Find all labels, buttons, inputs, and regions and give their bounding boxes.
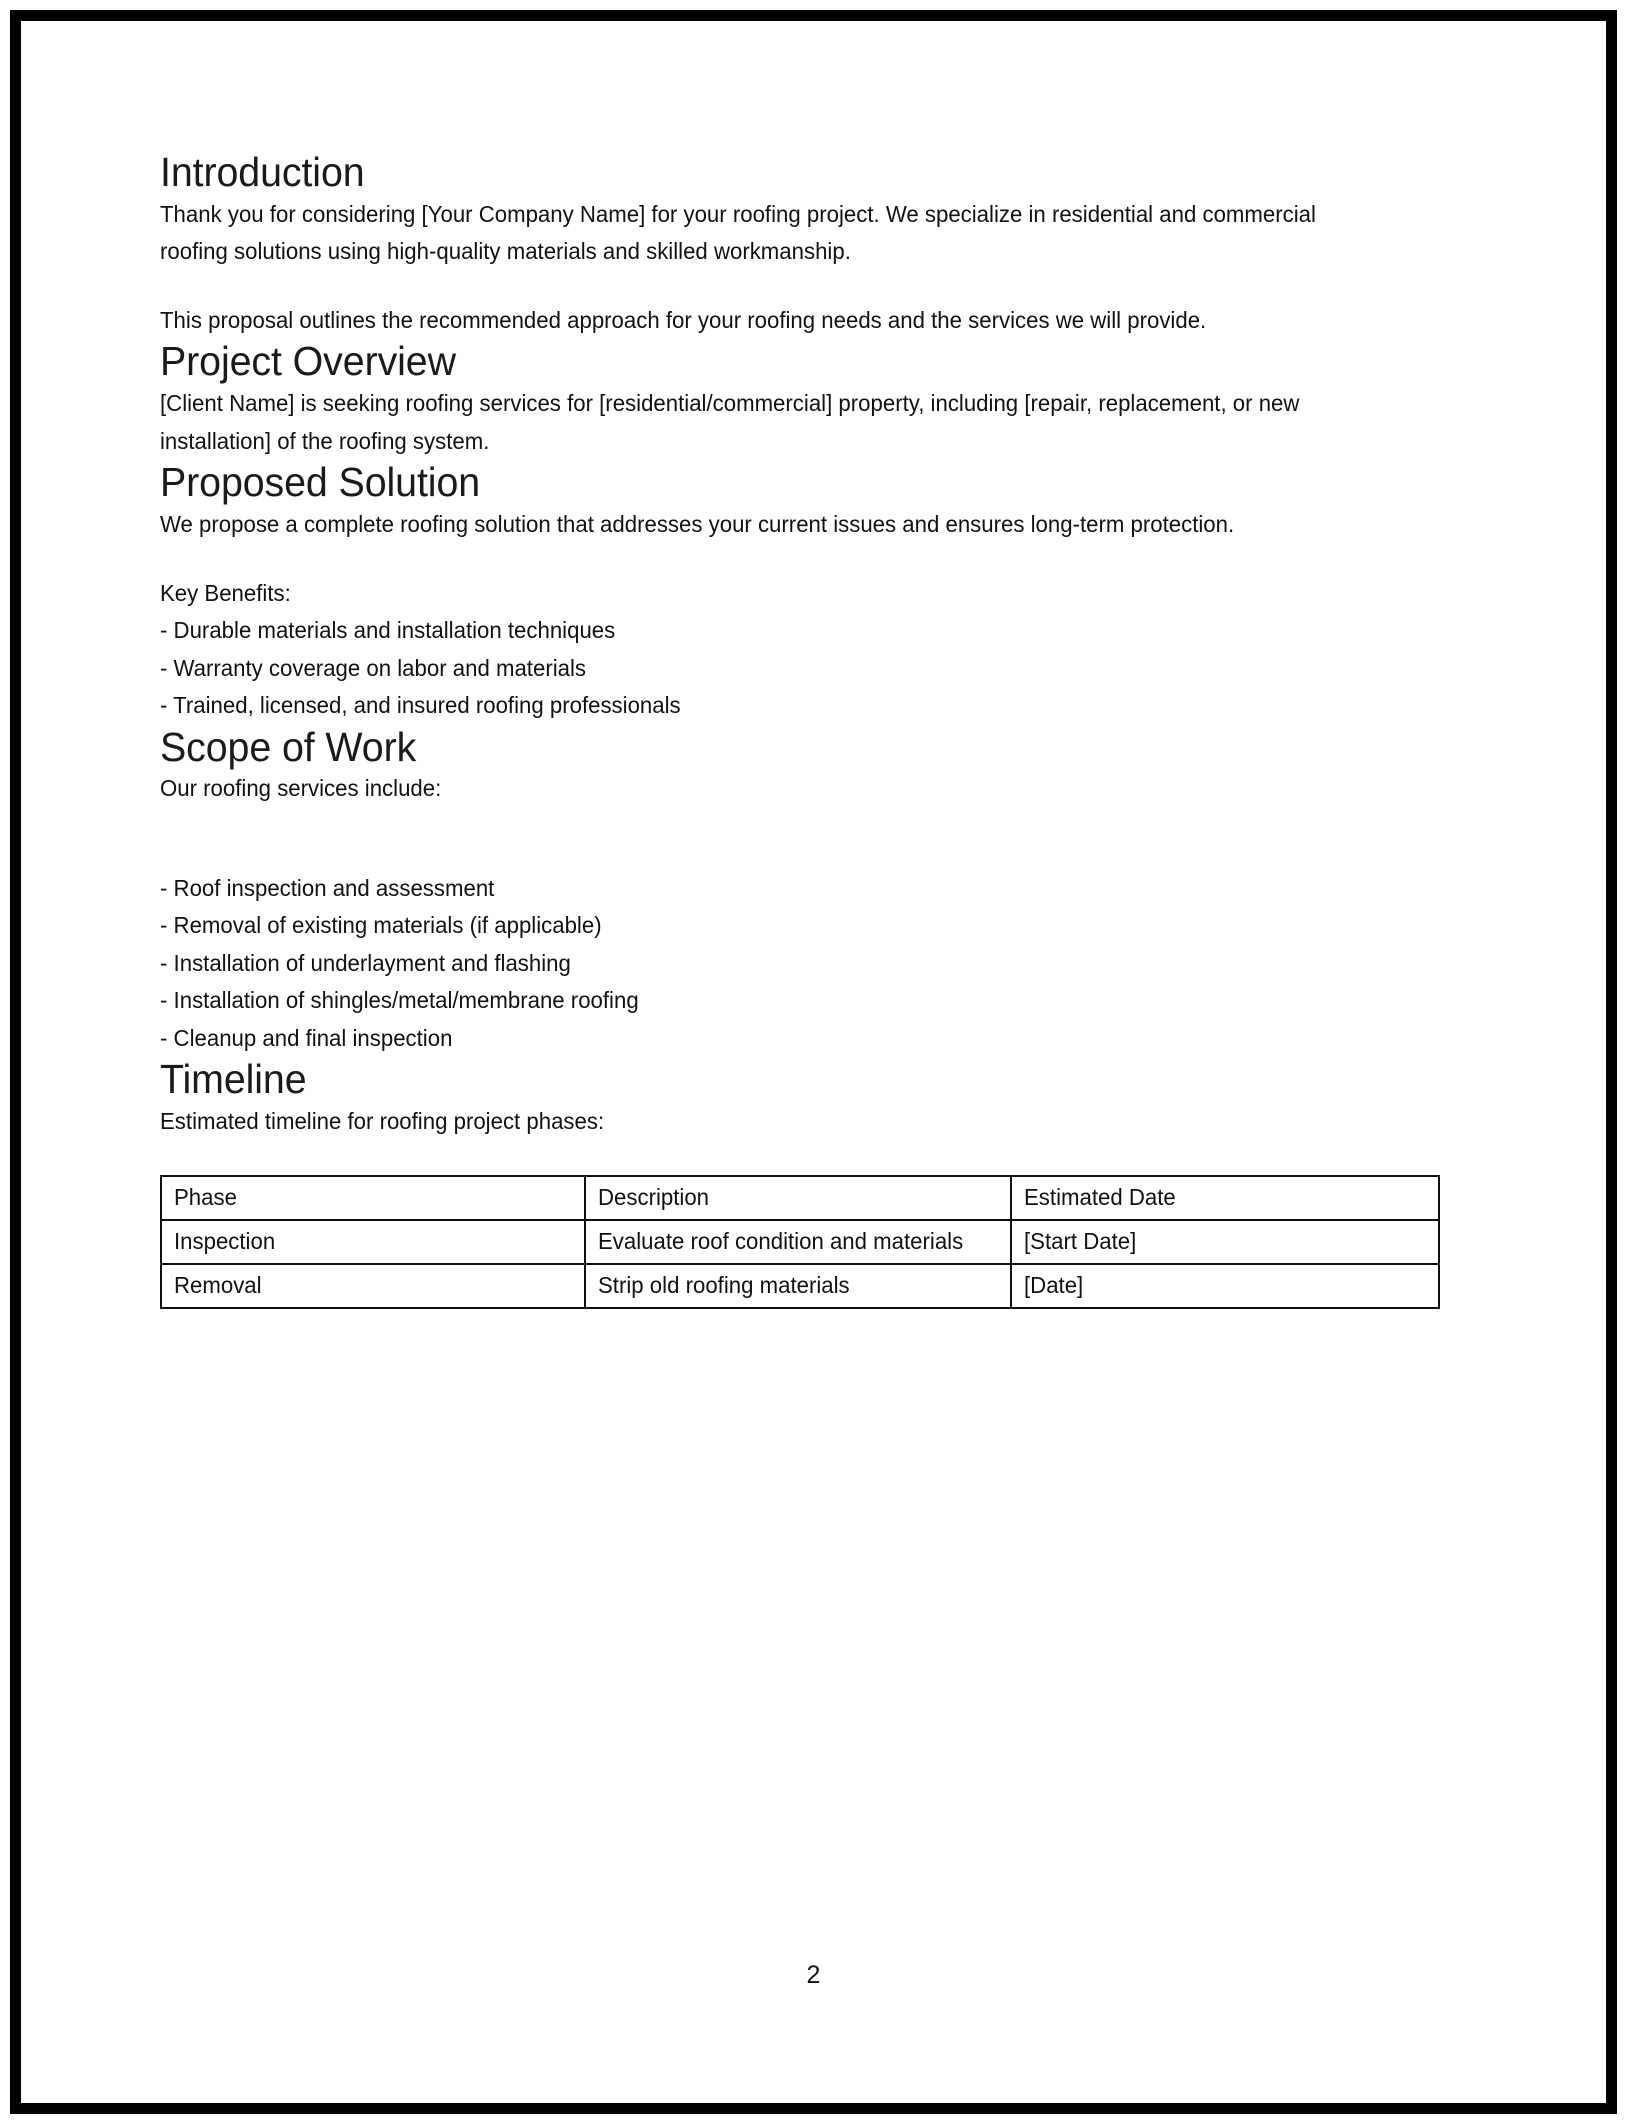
table-cell bbox=[161, 1220, 585, 1264]
table-cell-phase: Removal bbox=[174, 1272, 262, 1299]
scope-of-work-list bbox=[160, 870, 1387, 1057]
document-content bbox=[160, 150, 1432, 1309]
key-benefits-list bbox=[160, 575, 1387, 725]
paragraph-project-overview-1: [Client Name] is seeking roofing services for [residential/commercial] property, including [repair, replacement, or new installation] of the roofing system. bbox=[160, 390, 1300, 454]
table-header-row bbox=[161, 1176, 1439, 1220]
table-cell-description: Evaluate roof condition and materials bbox=[598, 1227, 964, 1254]
section-heading-introduction: Introduction bbox=[160, 149, 365, 195]
page-number: 2 bbox=[806, 1961, 821, 1989]
list-item: - Trained, licensed, and insured roofing professionals bbox=[160, 692, 681, 719]
table-header-description: Description bbox=[598, 1183, 710, 1210]
table-header-estimated-date: Estimated Date bbox=[1024, 1183, 1176, 1210]
section-heading-proposed-solution: Proposed Solution bbox=[160, 459, 481, 506]
section-heading-scope-of-work: Scope of Work bbox=[160, 723, 417, 770]
table-header-phase: Phase bbox=[174, 1183, 237, 1210]
table-cell bbox=[1011, 1264, 1439, 1308]
timeline-table bbox=[160, 1175, 1440, 1310]
list-item: - Installation of underlayment and flashing bbox=[160, 949, 571, 976]
table-cell-description: Strip old roofing materials bbox=[598, 1272, 850, 1299]
table-cell-estimated-date: [Start Date] bbox=[1024, 1227, 1137, 1254]
table-header-cell bbox=[161, 1176, 585, 1220]
table-cell bbox=[585, 1264, 1011, 1308]
list-item: - Warranty coverage on labor and materials bbox=[160, 654, 587, 681]
list-item: - Roof inspection and assessment bbox=[160, 874, 495, 901]
paragraph-introduction-2: This proposal outlines the recommended approach for your roofing needs and the services we will provide. bbox=[160, 306, 1207, 333]
paragraph-proposed-solution-1: We propose a complete roofing solution that addresses your current issues and ensures long-term protection. bbox=[160, 511, 1235, 538]
section-heading-project-overview: Project Overview bbox=[160, 338, 456, 385]
list-item: - Durable materials and installation techniques bbox=[160, 617, 616, 644]
table-cell-phase: Inspection bbox=[174, 1227, 276, 1254]
table-row bbox=[161, 1220, 1439, 1264]
paragraph-timeline-intro: Estimated timeline for roofing project phases: bbox=[160, 1108, 605, 1135]
table-row bbox=[161, 1264, 1439, 1308]
table-header-cell bbox=[1011, 1176, 1439, 1220]
paragraph-introduction-1: Thank you for considering [Your Company Name] for your roofing project. We specialize in residential and commercial roofing solutions using high-quality materials and skilled workmanship. bbox=[160, 200, 1316, 265]
table-cell bbox=[1011, 1220, 1439, 1264]
section-heading-timeline: Timeline bbox=[160, 1056, 307, 1103]
table-cell bbox=[585, 1220, 1011, 1264]
list-item: - Installation of shingles/metal/membrane roofing bbox=[160, 987, 639, 1014]
key-benefits-list-heading: Key Benefits: bbox=[160, 579, 291, 606]
list-item: - Removal of existing materials (if applicable) bbox=[160, 912, 602, 939]
table-cell bbox=[161, 1264, 585, 1308]
paragraph-scope-intro: Our roofing services include: bbox=[160, 775, 442, 802]
table-cell-estimated-date: [Date] bbox=[1024, 1272, 1084, 1299]
table-header-cell bbox=[585, 1176, 1011, 1220]
list-item: - Cleanup and final inspection bbox=[160, 1024, 453, 1051]
